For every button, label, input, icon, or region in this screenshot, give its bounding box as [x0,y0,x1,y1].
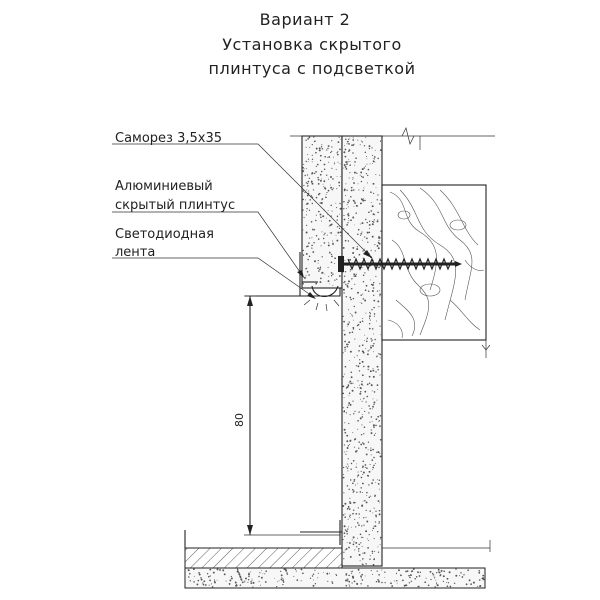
label-profile-2: скрытый плинтус [115,198,236,213]
label-profile-1: Алюминиевый [115,179,213,194]
title-line-2: Установка скрытого [222,35,402,54]
bottom-bracket [300,520,342,545]
led-strip [304,300,339,311]
concrete-wall [342,136,382,566]
label-led-1: Светодиодная [115,227,214,242]
label-screw: Саморез 3,5х35 [115,131,223,146]
drywall-panel [302,136,342,288]
wooden-beam [382,185,490,358]
title-line-3: плинтуса с подсветкой [208,59,416,78]
dimension-value: 80 [233,413,246,427]
label-led-2: лента [115,245,156,260]
title-line-1: Вариант 2 [259,10,351,29]
height-dimension [233,296,340,535]
callout-labels [115,131,235,260]
floor-structure [185,530,490,588]
diagram-title [209,10,416,78]
